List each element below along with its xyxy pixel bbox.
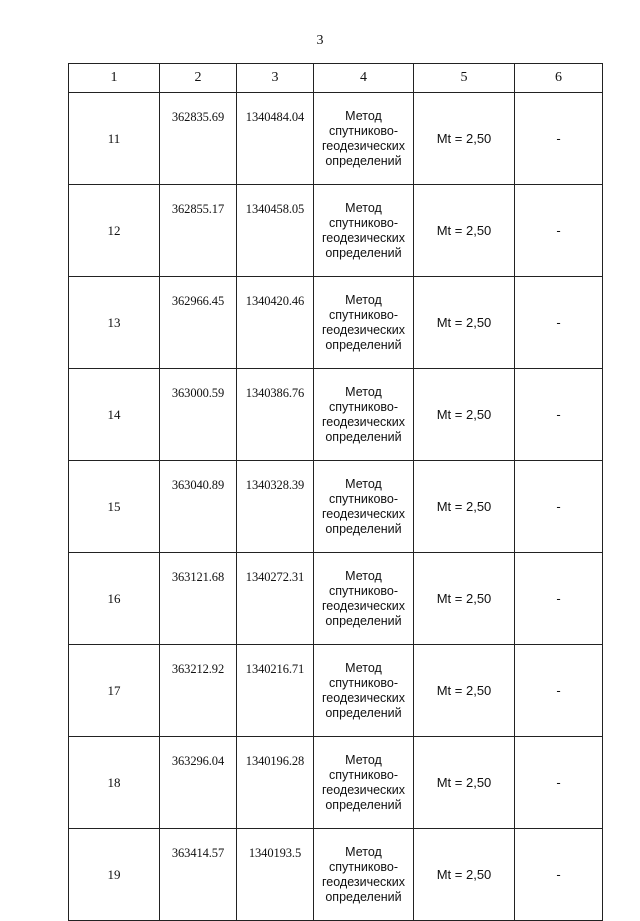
- method-cell: [314, 553, 414, 645]
- table-row: [69, 553, 603, 645]
- page-number: 3: [316, 33, 324, 48]
- table-row: [69, 277, 603, 369]
- method-cell: [314, 93, 414, 185]
- accuracy-value: Mt = 2,50: [414, 185, 515, 277]
- point-number: 15: [69, 461, 160, 553]
- method-line: спутниково-: [328, 583, 399, 598]
- coordinate-y: 1340484.04: [237, 93, 314, 185]
- point-number: 13: [69, 277, 160, 369]
- method-line: Метод: [345, 292, 382, 307]
- method-cell: [314, 737, 414, 829]
- note-value: -: [515, 553, 603, 645]
- point-number: 12: [69, 185, 160, 277]
- note-value: -: [515, 829, 603, 921]
- accuracy-value: Mt = 2,50: [414, 461, 515, 553]
- table-row: [69, 369, 603, 461]
- note-value: -: [515, 645, 603, 737]
- header-col-1: 1: [69, 64, 160, 93]
- method-line: спутниково-: [328, 399, 399, 414]
- method-line: определений: [325, 153, 402, 168]
- method-cell: [314, 277, 414, 369]
- method-line: спутниково-: [328, 123, 399, 138]
- point-number: 11: [69, 93, 160, 185]
- method-line: спутниково-: [328, 859, 399, 874]
- method-line: определений: [325, 521, 402, 536]
- coordinate-y: 1340420.46: [237, 277, 314, 369]
- method-cell: [314, 369, 414, 461]
- method-cell: [314, 829, 414, 921]
- method-line: Метод: [345, 384, 382, 399]
- table-body: [69, 93, 603, 921]
- method-line: геодезических: [321, 782, 405, 797]
- header-col-4: 4: [314, 64, 414, 93]
- method-line: геодезических: [321, 690, 405, 705]
- method-line: определений: [325, 889, 402, 904]
- accuracy-value: Mt = 2,50: [414, 737, 515, 829]
- method-line: геодезических: [321, 322, 405, 337]
- coordinate-y: 1340193.5: [237, 829, 314, 921]
- coordinate-x: 363414.57: [160, 829, 237, 921]
- method-line: геодезических: [321, 598, 405, 613]
- accuracy-value: Mt = 2,50: [414, 829, 515, 921]
- method-line: определений: [325, 613, 402, 628]
- method-line: спутниково-: [328, 675, 399, 690]
- table-row: [69, 829, 603, 921]
- coordinate-x: 363296.04: [160, 737, 237, 829]
- method-line: геодезических: [321, 230, 405, 245]
- coordinate-y: 1340328.39: [237, 461, 314, 553]
- coordinate-y: 1340216.71: [237, 645, 314, 737]
- point-number: 18: [69, 737, 160, 829]
- method-line: Метод: [345, 476, 382, 491]
- coordinates-table: [68, 63, 603, 921]
- accuracy-value: Mt = 2,50: [414, 277, 515, 369]
- method-line: Метод: [345, 200, 382, 215]
- method-line: геодезических: [321, 414, 405, 429]
- table-row: [69, 737, 603, 829]
- coordinate-x: 363000.59: [160, 369, 237, 461]
- coordinate-x: 362835.69: [160, 93, 237, 185]
- accuracy-value: Mt = 2,50: [414, 553, 515, 645]
- coordinate-y: 1340386.76: [237, 369, 314, 461]
- note-value: -: [515, 737, 603, 829]
- header-row: [69, 64, 603, 93]
- method-line: спутниково-: [328, 307, 399, 322]
- point-number: 17: [69, 645, 160, 737]
- method-line: спутниково-: [328, 767, 399, 782]
- method-line: геодезических: [321, 506, 405, 521]
- method-line: Метод: [345, 568, 382, 583]
- coordinate-y: 1340272.31: [237, 553, 314, 645]
- method-line: определений: [325, 705, 402, 720]
- method-line: определений: [325, 429, 402, 444]
- method-line: определений: [325, 245, 402, 260]
- note-value: -: [515, 185, 603, 277]
- note-value: -: [515, 93, 603, 185]
- method-line: геодезических: [321, 138, 405, 153]
- coordinate-x: 363040.89: [160, 461, 237, 553]
- point-number: 19: [69, 829, 160, 921]
- method-line: определений: [325, 797, 402, 812]
- coordinate-x: 362966.45: [160, 277, 237, 369]
- note-value: -: [515, 369, 603, 461]
- method-line: Метод: [345, 752, 382, 767]
- method-line: определений: [325, 337, 402, 352]
- method-cell: [314, 185, 414, 277]
- method-line: Метод: [345, 660, 382, 675]
- coordinate-x: 363212.92: [160, 645, 237, 737]
- table-row: [69, 93, 603, 185]
- header-col-3: 3: [237, 64, 314, 93]
- coordinate-x: 363121.68: [160, 553, 237, 645]
- accuracy-value: Mt = 2,50: [414, 645, 515, 737]
- coordinate-x: 362855.17: [160, 185, 237, 277]
- point-number: 16: [69, 553, 160, 645]
- method-line: геодезических: [321, 874, 405, 889]
- header-col-5: 5: [414, 64, 515, 93]
- method-cell: [314, 645, 414, 737]
- coordinate-y: 1340196.28: [237, 737, 314, 829]
- header-col-6: 6: [515, 64, 603, 93]
- method-line: спутниково-: [328, 215, 399, 230]
- accuracy-value: Mt = 2,50: [414, 369, 515, 461]
- table-row: [69, 645, 603, 737]
- header-col-2: 2: [160, 64, 237, 93]
- coordinate-y: 1340458.05: [237, 185, 314, 277]
- method-line: спутниково-: [328, 491, 399, 506]
- method-line: Метод: [345, 844, 382, 859]
- note-value: -: [515, 461, 603, 553]
- method-line: Метод: [345, 108, 382, 123]
- table-row: [69, 185, 603, 277]
- note-value: -: [515, 277, 603, 369]
- method-cell: [314, 461, 414, 553]
- accuracy-value: Mt = 2,50: [414, 93, 515, 185]
- table-row: [69, 461, 603, 553]
- point-number: 14: [69, 369, 160, 461]
